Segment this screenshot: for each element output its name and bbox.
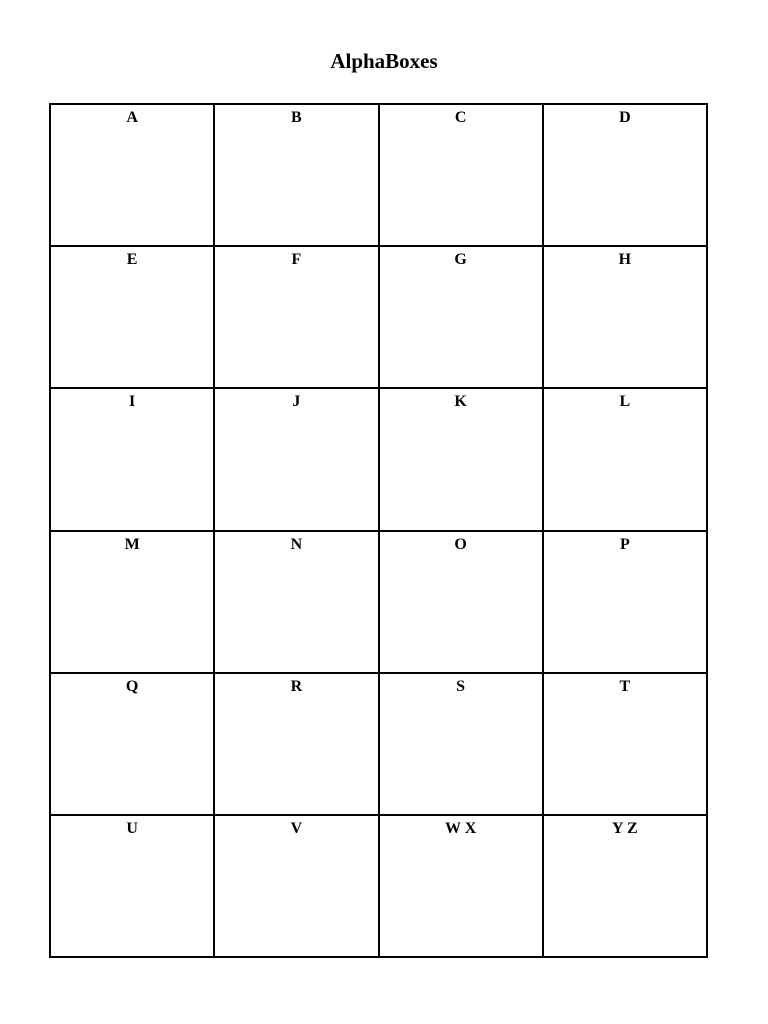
box-f: F: [215, 247, 379, 389]
box-i: I: [51, 389, 215, 531]
page-title: AlphaBoxes: [330, 49, 438, 73]
alphabox-grid: [49, 103, 708, 958]
box-h: H: [544, 247, 708, 389]
box-p: P: [544, 532, 708, 674]
box-q: Q: [51, 674, 215, 816]
box-g: G: [380, 247, 544, 389]
box-e: E: [51, 247, 215, 389]
box-j: J: [215, 389, 379, 531]
box-c: C: [380, 105, 544, 247]
box-yz: Y Z: [544, 816, 708, 958]
box-t: T: [544, 674, 708, 816]
box-a: A: [51, 105, 215, 247]
box-o: O: [380, 532, 544, 674]
box-d: D: [544, 105, 708, 247]
box-v: V: [215, 816, 379, 958]
box-l: L: [544, 389, 708, 531]
box-k: K: [380, 389, 544, 531]
box-u: U: [51, 816, 215, 958]
box-b: B: [215, 105, 379, 247]
box-s: S: [380, 674, 544, 816]
box-wx: W X: [380, 816, 544, 958]
box-m: M: [51, 532, 215, 674]
box-n: N: [215, 532, 379, 674]
box-r: R: [215, 674, 379, 816]
